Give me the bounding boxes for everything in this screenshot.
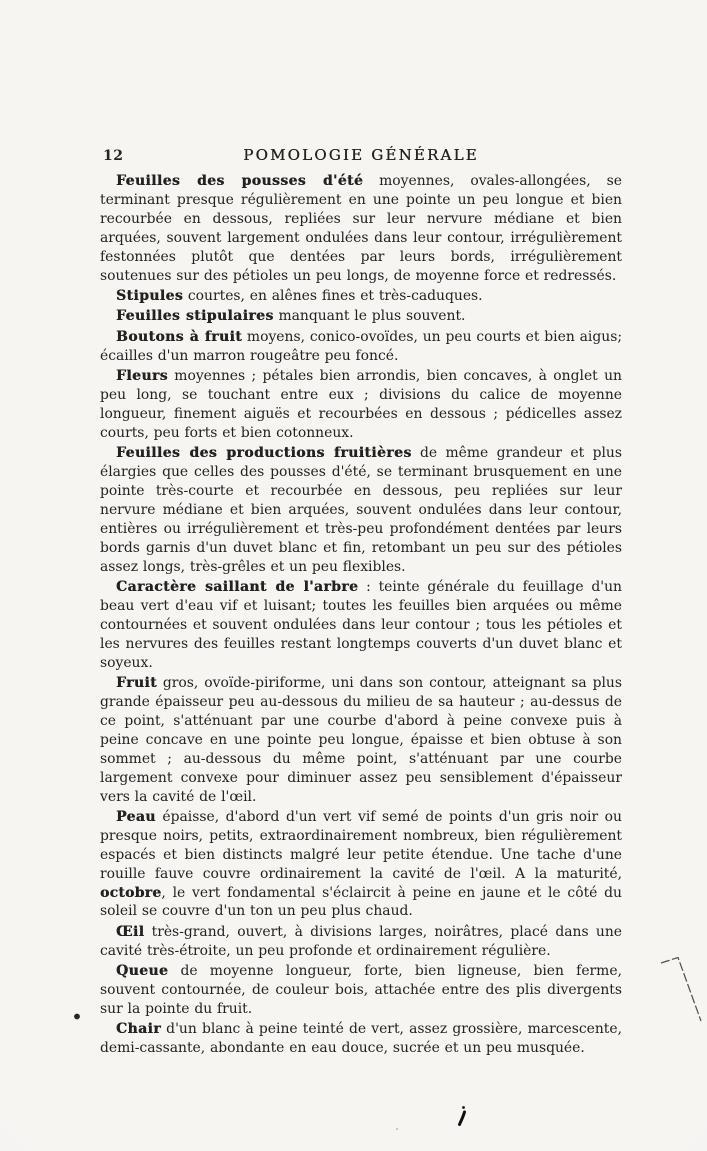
paragraph bbox=[100, 923, 622, 961]
paragraph bbox=[100, 307, 622, 326]
paragraph bbox=[100, 808, 622, 921]
paragraph bbox=[100, 172, 622, 285]
speck-mark bbox=[396, 1128, 398, 1130]
paragraph bbox=[100, 674, 622, 806]
page-header bbox=[100, 146, 622, 168]
ink-dot-mark bbox=[74, 1014, 80, 1020]
paragraph bbox=[100, 962, 622, 1019]
paragraph bbox=[100, 1020, 622, 1058]
paragraph-text: d'un blanc à peine teinté de vert, assez grossière, marcescente, demi-cassante, abondante en eau douce, sucrée et un peu musquée. bbox=[100, 1021, 622, 1057]
paragraph-lead: Feuilles des productions fruitières bbox=[116, 445, 412, 462]
pen-stroke-mark bbox=[661, 958, 701, 1022]
paragraph-lead: Boutons à fruit bbox=[116, 328, 243, 345]
paragraph-lead: Œil bbox=[116, 923, 145, 940]
paragraph-text: , le vert fondamental s'éclaircit à peine en jaune et le côté du soleil se couvre d'un ton un peu plus chaud. bbox=[100, 884, 622, 920]
paragraph-text: moyens, conico-ovoïdes, un peu courts et bien aigus; écailles d'un marron rougeâtre peu foncé. bbox=[100, 328, 622, 364]
paragraph-text: de moyenne longueur, forte, bien ligneuse, bien ferme, souvent contournée, de couleur bois, attachée entre des plis divergents sur la pointe du fruit. bbox=[100, 963, 622, 1017]
paragraph bbox=[100, 328, 622, 366]
page-body bbox=[100, 172, 622, 1060]
ink-smudge-mark bbox=[460, 1106, 465, 1124]
paragraph bbox=[100, 444, 622, 576]
paragraph-lead: Caractère saillant de l'arbre bbox=[116, 579, 359, 596]
paragraph bbox=[100, 287, 622, 306]
paragraph-lead: Fleurs bbox=[116, 368, 168, 385]
paragraph-text: de même grandeur et plus élargies que celles des pousses d'été, se terminant brusquement en une pointe très-courte et recourbée en dessous, peu repliées sur leur nervure médiane et bien arquées, souvent ondulées dans leur contour, entières ou irrégulièrement et très-peu profondément dentées par leurs bords garnis d'un duvet blanc et fin, retombant un peu sur des pétioles assez longs, très-grêles et un peu flexibles. bbox=[100, 445, 622, 575]
paragraph-text: épaisse, d'abord d'un vert vif semé de points d'un gris noir ou presque noirs, petits, extraordinairement nombreux, bien régulièrement espacés et bien distincts malgré leur petite étendue. Une tache d'une rouille fauve couvre ordinairement la cavité de l'œil. A la maturité, bbox=[100, 808, 622, 882]
page-number: 12 bbox=[103, 148, 124, 164]
paragraph-lead: Fruit bbox=[116, 675, 157, 692]
paragraph-text: très-grand, ouvert, à divisions larges, noirâtres, placé dans une cavité très-étroite, un peu profonde et ordinairement régulière. bbox=[100, 923, 622, 959]
paragraph bbox=[100, 578, 622, 673]
paragraph-lead: Feuilles des pousses d'été bbox=[116, 173, 364, 189]
paragraph bbox=[100, 367, 622, 443]
running-title: POMOLOGIE GÉNÉRALE bbox=[243, 146, 479, 164]
paragraph-text: moyennes, ovales-allongées, se terminant presque régulièrement en une pointe un peu longue et bien recourbée en dessous, repliées sur leur nervure médiane et bien arquées, souvent largement ondulées dans leur contour, irrégulièrement festonnées plutôt que dentées par leurs bords, irrégulièrement soutenues sur des pétioles un peu longs, de moyenne force et redressés. bbox=[100, 173, 622, 284]
paragraph-lead: Queue bbox=[116, 963, 169, 980]
paragraph-text: moyennes ; pétales bien arrondis, bien concaves, à onglet un peu long, se touchant entre eux ; divisions du calice de moyenne longueur, finement aiguës et recourbées en dessous ; pédicelles assez courts, peu forts et bien cotonneux. bbox=[100, 368, 622, 441]
paragraph-text: octobre bbox=[100, 884, 162, 901]
paragraph-lead: Chair bbox=[116, 1021, 162, 1038]
paragraph-text: courtes, en alênes fines et très-caduques. bbox=[183, 287, 483, 304]
paragraph-text: manquant le plus souvent. bbox=[273, 308, 466, 325]
paragraph-lead: Peau bbox=[116, 808, 156, 825]
paragraph-text: gros, ovoïde-piriforme, uni dans son contour, atteignant sa plus grande épaisseur peu au-dessous du milieu de sa hauteur ; au-dessus de ce point, s'atténuant par une courbe d'abord à peine convexe puis à peine concave en une pointe peu longue, épaisse et bien obtuse à son sommet ; au-dessous du même point, s'atténuant par une courbe largement convexe pour diminuer assez peu sensiblement d'épaisseur vers la cavité de l'œil. bbox=[100, 675, 622, 805]
paragraph-lead: Feuilles stipulaires bbox=[116, 308, 274, 325]
paragraph-lead: Stipules bbox=[116, 287, 184, 304]
paragraph-text: : teinte générale du feuillage d'un beau vert d'eau vif et luisant; toutes les feuilles bien arquées ou même contournées et souvent ondulées dans leur contour ; tous les pétioles et les nervures des feuilles restant longtemps couverts d'un duvet blanc et soyeux. bbox=[100, 579, 622, 671]
